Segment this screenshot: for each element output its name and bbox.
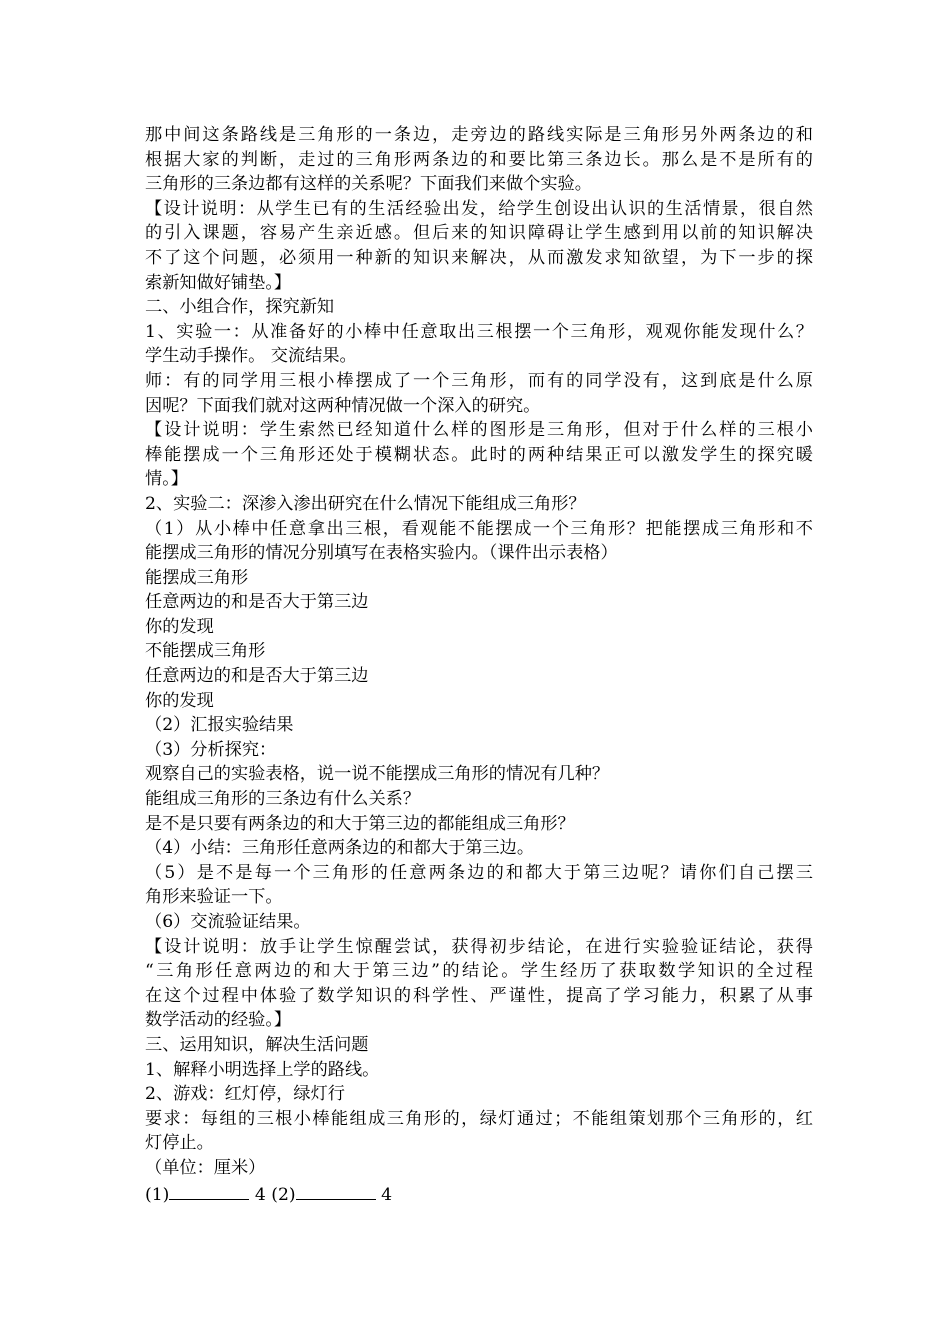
text-line: 二、小组合作，探究新知: [145, 297, 335, 318]
text-line: 1、实验一：从准备好的小棒中任意取出三根摆一个三角形，观观你能发现什么？: [145, 321, 813, 342]
text-line: 棒能摆成一个三角形还处于模糊状态。此时的两种结果正可以激发学生的探究暖: [145, 444, 813, 465]
text-line: 观察自己的实验表格，说一说不能摆成三角形的情况有几种？: [145, 764, 610, 785]
text-line: 三角形的三条边都有这样的关系呢？下面我们来做个实验。: [145, 174, 592, 195]
text-line: 那中间这条路线是三角形的一条边，走旁边的路线实际是三角形另外两条边的和: [145, 125, 813, 145]
text-line: 1、解释小明选择上学的路线。: [145, 1059, 380, 1080]
text-line: 情。】: [145, 469, 188, 490]
text-line: （5）是不是每一个三角形的任意两条边的和都大于第三边呢？请你们自己摆三: [145, 862, 813, 883]
text-line: 三、运用知识，解决生活问题: [145, 1034, 369, 1055]
text-line: （6）交流验证结果。: [145, 912, 311, 932]
exercise-1-label: (1): [145, 1184, 170, 1205]
exercise-1-value: 4: [254, 1184, 266, 1205]
text-line: （2）汇报实验结果: [145, 715, 294, 736]
text-line: 不能摆成三角形: [145, 641, 266, 662]
text-line: 因呢？下面我们就对这两种情况做一个深入的研究。: [145, 395, 541, 416]
text-line: 灯停止。: [145, 1133, 214, 1154]
text-line: 在这个过程中体验了数学知识的科学性、严谨性，提高了学习能力，积累了从事: [145, 985, 813, 1006]
text-line: 学生动手操作。 交流结果。: [145, 346, 357, 367]
text-line: 你的发现: [145, 616, 214, 637]
text-line: 【设计说明：学生索然已经知道什么样的图形是三角形，但对于什么样的三根小: [145, 420, 813, 441]
text-line: 数学活动的经验。】: [145, 1010, 292, 1031]
exercise-2-value: 4: [381, 1184, 392, 1205]
text-line: 师：有的同学用三根小棒摆成了一个三角形，而有的同学没有，这到底是什么原: [145, 370, 813, 391]
text-line: （3）分析探究：: [145, 739, 277, 760]
text-line: 2、游戏：红灯停，绿灯行: [145, 1084, 345, 1105]
text-line: 能摆成三角形: [145, 567, 249, 588]
text-line: 任意两边的和是否大于第三边: [145, 666, 369, 687]
text-line: 能摆成三角形的情况分别填写在表格实验内。（课件出示表格）: [145, 543, 618, 564]
text-line: 你的发现: [145, 690, 214, 711]
document-body: [145, 123, 813, 1205]
text-line: 的引入课题，容易产生亲近感。但后来的知识障碍让学生感到用以前的知识解决: [145, 223, 813, 244]
text-line: 能组成三角形的三条边有什么关系？: [145, 789, 421, 810]
text-line: （4）小结：三角形任意两条边的和都大于第三边。: [145, 838, 535, 859]
text-line: 【设计说明：从学生已有的生活经验出发，给学生创设出认识的生活情景，很自然: [145, 198, 813, 219]
text-line: 角形来验证一下。: [145, 887, 283, 908]
text-line: 不了这个问题，必须用一种新的知识来解决，从而激发求知欲望，为下一步的探: [145, 247, 813, 268]
text-line: （单位：厘米）: [145, 1157, 266, 1178]
text-line: 根据大家的判断，走过的三角形两条边的和要比第三条边长。那么是不是所有的: [145, 149, 813, 170]
text-line: “三角形任意两边的和大于第三边”的结论。学生经历了获取数学知识的全过程: [145, 961, 813, 982]
exercise-line: [145, 1181, 813, 1206]
exercise-1-blank: [169, 1181, 249, 1200]
text-line: 2、实验二：深渗入渗出研究在什么情况下能组成三角形？: [145, 493, 586, 514]
text-line: （1）从小棒中任意拿出三根，看观能不能摆成一个三角形？把能摆成三角形和不: [145, 518, 813, 539]
text-line: 索新知做好铺垫。】: [145, 272, 292, 293]
text-line: 任意两边的和是否大于第三边: [145, 592, 369, 613]
exercise-2-label: (2): [271, 1184, 296, 1205]
exercise-2-blank: [296, 1181, 376, 1200]
text-line: 要求：每组的三根小棒能组成三角形的，绿灯通过；不能组策划那个三角形的，红: [145, 1108, 813, 1129]
text-line: 【设计说明：放手让学生惊醒尝试，获得初步结论，在进行实验验证结论，获得: [145, 936, 813, 957]
text-line: 是不是只要有两条边的和大于第三边的都能组成三角形？: [145, 813, 575, 834]
